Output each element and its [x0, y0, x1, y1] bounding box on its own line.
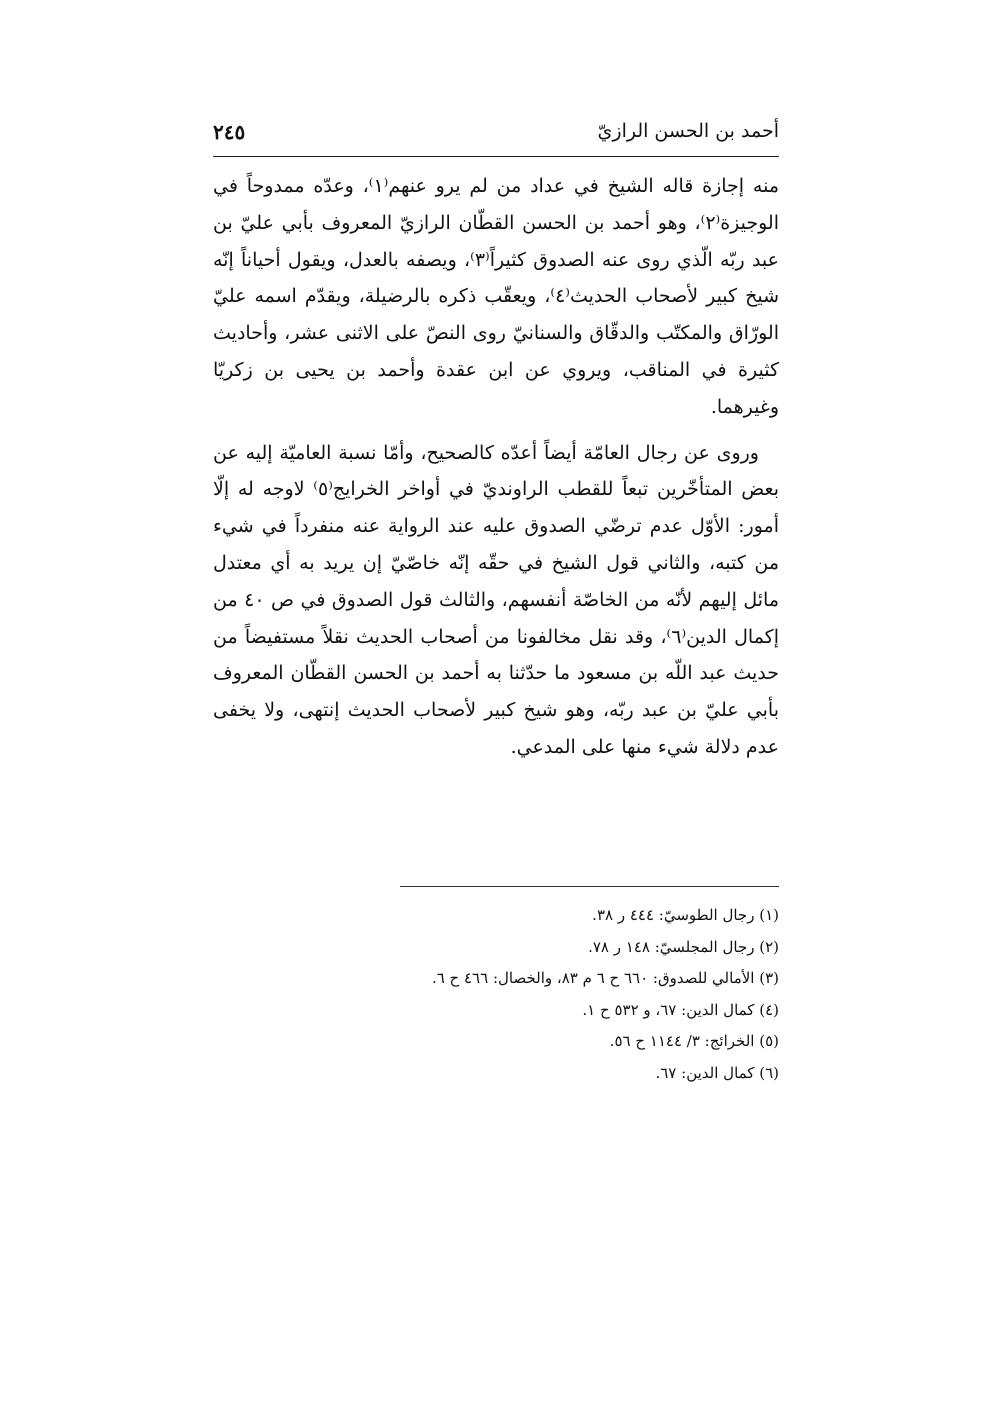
body-text [213, 168, 779, 766]
footnote: (١) رجال الطوسيّ: ٤٤٤ ر ٣٨. [592, 906, 779, 924]
footnote: (٥) الخرائج: ٣/ ١١٤٤ ح ٥٦. [609, 1032, 779, 1051]
page-number: ٢٤٥ [213, 120, 246, 144]
footnote: (٣) الأمالي للصدوق: ٦٦٠ ح ٦ م ٨٣، والخصال: ٤٦٦ ح ٦. [431, 969, 779, 988]
running-title: أحمد بن الحسن الرازيّ [597, 120, 779, 142]
paragraph: وروى عن رجال العامّة أيضاً أعدّه كالصحيح، وأمّا نسبة العاميّة إليه عن بعض المتأخّرين تبعاً للقطب الراونديّ في أواخر الخرايج⁽٥⁾ لاوجه له إلّا أمور: الأوّل عدم ترضّي الصدوق عليه عند الرواية عنه منفرداً في شيء من كتبه، والثاني قول الشيخ في حقّه إنّه خاصّيّ إن يريد به أي معتدل مائل إليهم لأنّه من الخاصّة أنفسهم، والثالث قول الصدوق في ص ٤٠ من إكمال الدين⁽٦⁾، وقد نقل مخالفونا من أصحاب الحديث نقلاً مستفيضاً من حديث عبد اللّه بن مسعود ما حدّثنا به أحمد بن الحسن القطّان المعروف بأبي عليّ بن عبد ربّه، وهو شيخ كبير لأصحاب الحديث إنتهى، ولا يخفى عدم دلالة شيء منها على المدعي. [213, 441, 779, 758]
footnote-divider [400, 886, 779, 887]
page-header [213, 118, 779, 157]
footnote: (٢) رجال المجلسيّ: ١٤٨ ر ٧٨. [588, 937, 779, 956]
paragraph: منه إجازة قاله الشيخ في عداد من لم يرو عنهم⁽١⁾، وعدّه ممدوحاً في الوجيزة⁽٢⁾، وهو أحمد بن الحسن القطّان الرازيّ المعروف بأبي عليّ بن عبد ربّه الّذي روى عنه الصدوق كثيراً⁽٣⁾، ويصفه بالعدل، ويقول أحياناً إنّه شيخ كبير لأصحاب الحديث⁽٤⁾، ويعقّب ذكره بالرضيلة، ويقدّم اسمه عليّ الورّاق والمكتّب والدقّاق والسنانيّ روى النصّ على الاثنى عشر، وأحاديث كثيرة في المناقب، ويروي عن ابن عقدة وأحمد بن يحيى بن زكريّا وغيرهما. [213, 175, 779, 418]
footnote: (٤) كمال الدين: ٦٧، و ٥٣٢ ح ١. [582, 1000, 779, 1019]
footnote: (٦) كمال الدين: ٦٧. [655, 1063, 779, 1082]
footnotes [213, 900, 779, 1090]
